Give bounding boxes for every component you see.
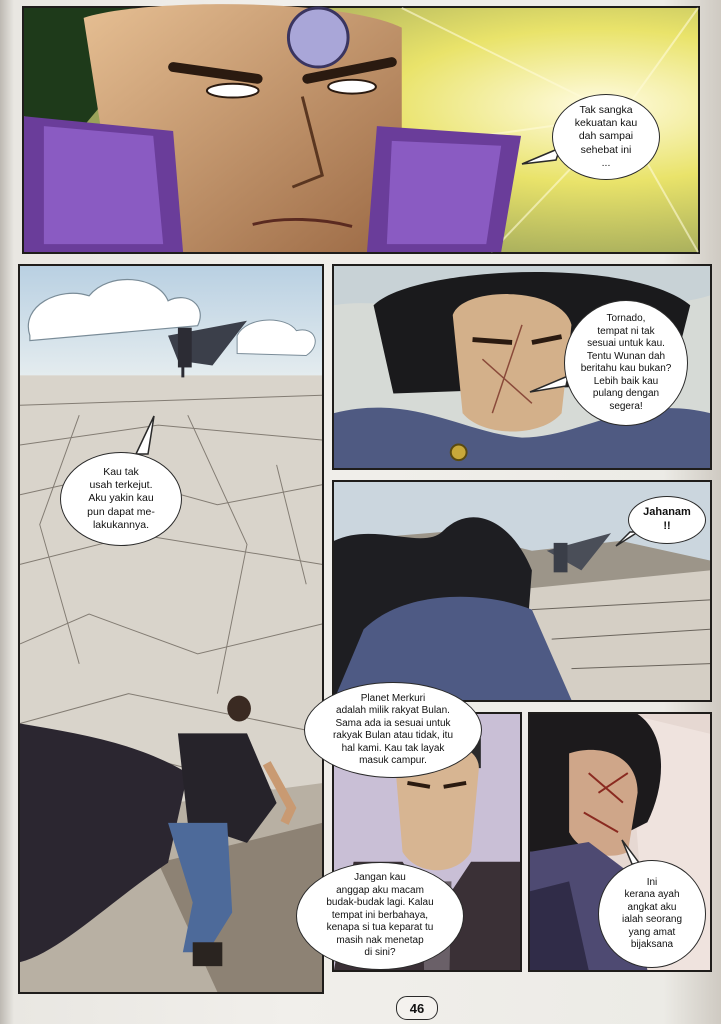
panel-2-landscape: [18, 264, 324, 994]
panel-5-gem-man: [326, 692, 522, 972]
bubble-tail-p2: [130, 416, 158, 456]
page-number: 46: [396, 996, 438, 1020]
speech-bubble-p5-bottom: Jangan kau anggap aku macam budak-budak lagi. Kalau tempat ini berbahaya, kenapa si tua keparat tu masih nak menetap di sini?: [296, 862, 464, 970]
panel-2-art: [20, 266, 322, 992]
speech-bubble-p6: Ini kerana ayah angkat aku ialah seorang yang amat bijaksana: [598, 860, 706, 968]
speech-bubble-p4: Jahanam !!: [628, 496, 706, 544]
speech-bubble-p1: Tak sangka kekuatan kau dah sampai sehebat ini ...: [552, 94, 660, 180]
panel-1-closeup: [22, 6, 700, 254]
panel-6-scarred-profile: [528, 712, 712, 972]
speech-bubble-p5-top: Planet Merkuri adalah milik rakyat Bulan. Sama ada ia sesuai untuk rakyak Bulan atau tidak, itu hal kami. Kau tak layak masuk campur.: [304, 682, 482, 778]
speech-bubble-p2: Kau tak usah terkejut. Aku yakin kau pun dapat me- lakukannya.: [60, 452, 182, 546]
panel-3-scarred-man: [332, 264, 712, 470]
speech-bubble-p3: Tornado, tempat ni tak sesuai untuk kau. Tentu Wunan dah beritahu kau bukan? Lebih baik kau pulang dengan segera!: [564, 300, 688, 426]
panel-4-back-view: [332, 480, 712, 702]
bubble-tail-p3: [530, 372, 570, 394]
